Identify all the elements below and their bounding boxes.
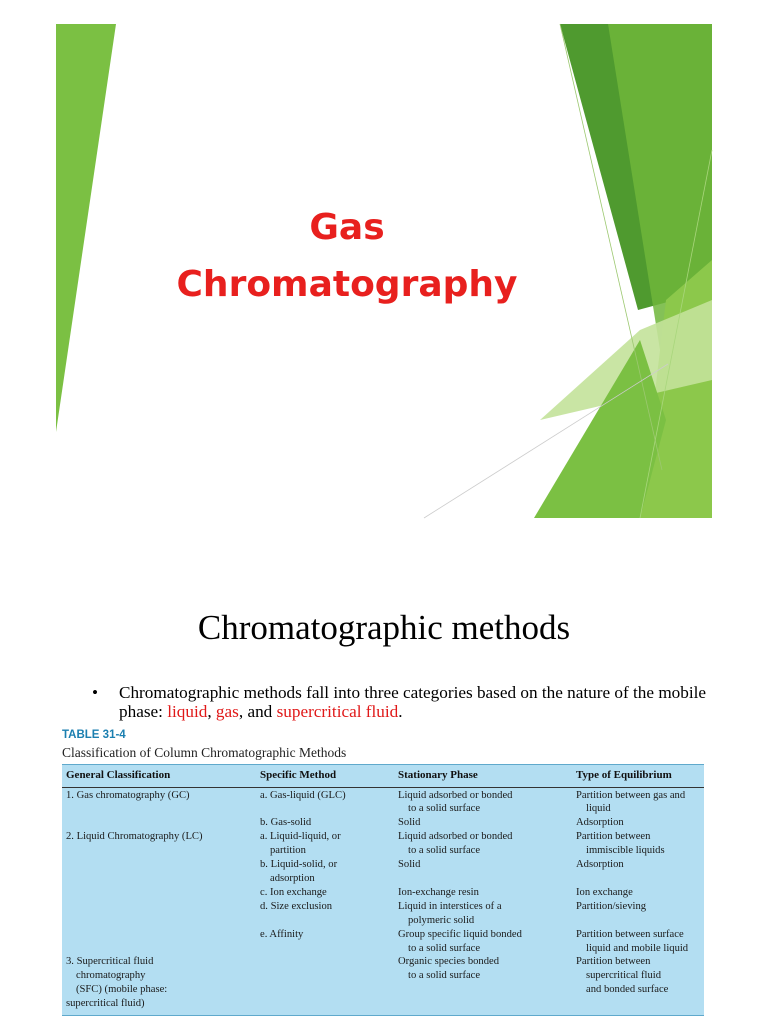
table-cell: 2. Liquid Chromatography (LC) — [66, 831, 203, 842]
table-cell: Solid — [398, 859, 421, 870]
table-cell: to a solid surface — [408, 845, 481, 856]
table-cell: b. Liquid-solid, or — [260, 859, 338, 870]
table-cell: e. Affinity — [260, 929, 304, 940]
separator: , — [207, 702, 216, 721]
table-cell: c. Ion exchange — [260, 887, 327, 898]
methods-slide — [0, 540, 768, 1024]
table-cell: immiscible liquids — [586, 845, 665, 856]
table-cell: Partition between gas and — [576, 790, 686, 801]
bullet-end: . — [398, 702, 403, 721]
table-cell: chromatography — [76, 970, 146, 981]
header-general-classification: General Classification — [66, 769, 171, 781]
table-cell: supercritical fluid) — [66, 998, 145, 1009]
bullet-marker: • — [92, 683, 99, 702]
table-cell: d. Size exclusion — [260, 901, 333, 912]
slide-title: Chromatographic methods — [197, 608, 571, 647]
separator: , and — [238, 702, 277, 721]
table-cell: Partition between — [576, 956, 651, 967]
table-cell: Adsorption — [576, 859, 624, 870]
table-cell: supercritical fluid — [586, 970, 662, 981]
table-cell: Ion exchange — [576, 887, 633, 898]
table-cell: to a solid surface — [408, 970, 481, 981]
table-cell: to a solid surface — [408, 803, 481, 814]
table-header-row — [62, 765, 704, 788]
table-cell: Solid — [398, 817, 421, 828]
table-caption: Classification of Column Chromatographic Methods — [62, 745, 347, 760]
slide-title-line-2: Chromatography — [176, 264, 518, 305]
table-cell: liquid — [586, 803, 611, 814]
table-cell: Ion-exchange resin — [398, 887, 479, 898]
table-cell: a. Gas-liquid (GLC) — [260, 790, 346, 801]
table-cell: Partition/sieving — [576, 901, 647, 912]
table-cell: partition — [270, 845, 306, 856]
table-cell: Liquid adsorbed or bonded — [398, 790, 513, 801]
header-specific-method: Specific Method — [260, 769, 337, 781]
table-cell: (SFC) (mobile phase: — [76, 984, 168, 995]
header-type-of-equilibrium: Type of Equilibrium — [576, 769, 672, 781]
table-cell: adsorption — [270, 873, 315, 884]
table-cell: to a solid surface — [408, 943, 481, 954]
table-cell: b. Gas-solid — [260, 817, 312, 828]
slide-title-line-1: Gas — [309, 207, 385, 248]
table-cell: 1. Gas chromatography (GC) — [66, 790, 190, 801]
table-cell: Partition between — [576, 831, 651, 842]
table-cell: Group specific liquid bonded — [398, 929, 522, 940]
table-cell: and bonded surface — [586, 984, 669, 995]
table-cell: polymeric solid — [408, 915, 475, 926]
bullet-point — [92, 683, 722, 721]
table-cell: Adsorption — [576, 817, 624, 828]
table-cell: Liquid adsorbed or bonded — [398, 831, 513, 842]
table-label: TABLE 31-4 — [62, 729, 126, 741]
classification-table — [62, 764, 704, 1016]
bullet-text-start: Chromatographic methods fall into three categories based on the nature of the mobile phase: — [119, 683, 707, 721]
term-liquid: liquid — [167, 702, 208, 721]
table-cell: Organic species bonded — [398, 956, 500, 967]
table-cell: 3. Supercritical fluid — [66, 956, 154, 967]
table-cell: a. Liquid-liquid, or — [260, 831, 341, 842]
table-cell: liquid and mobile liquid — [586, 943, 689, 954]
table-cell: Partition between surface — [576, 929, 684, 940]
table-cell: Liquid in interstices of a — [398, 901, 502, 912]
header-stationary-phase: Stationary Phase — [398, 769, 478, 781]
term-supercritical-fluid: supercritical fluid — [276, 702, 399, 721]
term-gas: gas — [215, 702, 239, 721]
bullet-text — [92, 683, 722, 721]
